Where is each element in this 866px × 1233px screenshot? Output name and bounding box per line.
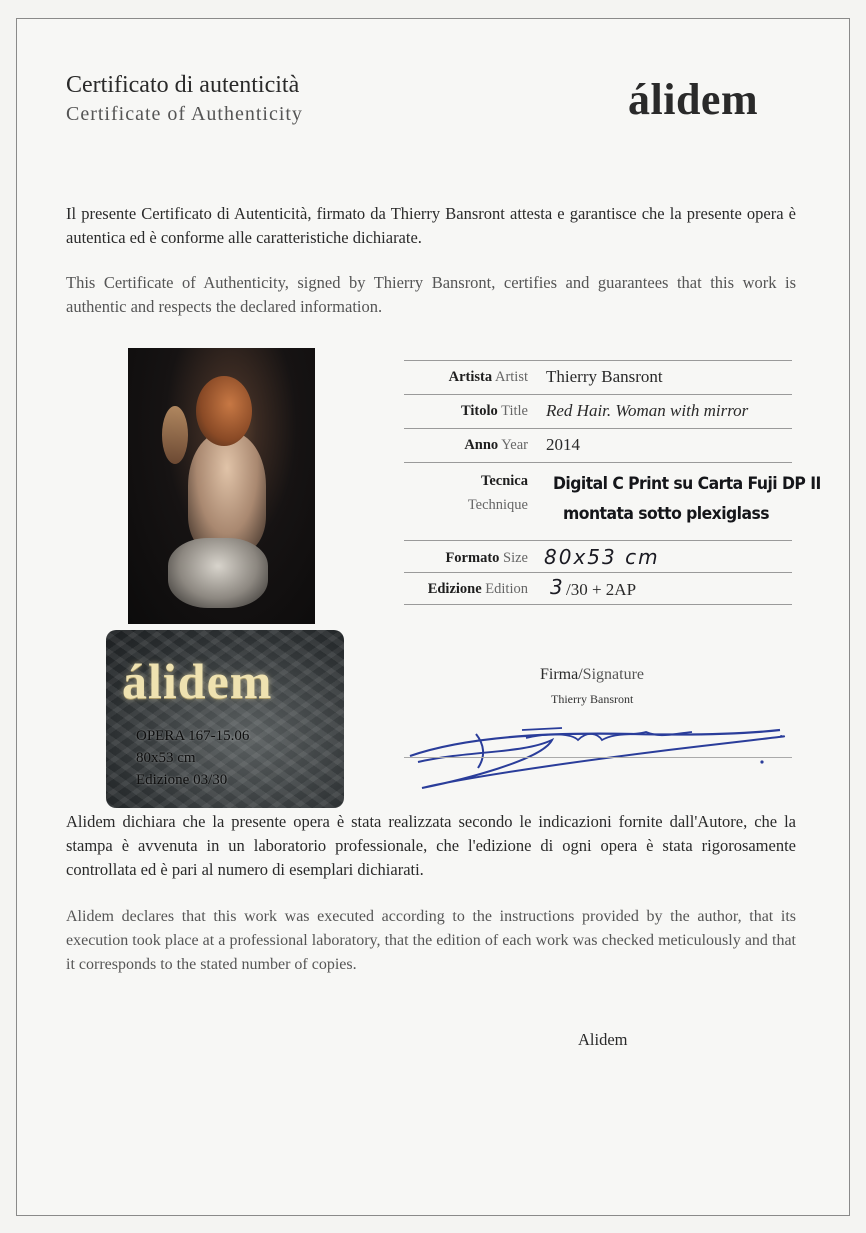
- table-rule: [404, 540, 792, 541]
- year-value: 2014: [546, 435, 580, 454]
- figure-back: [188, 432, 266, 552]
- hologram-edition: Edizione 03/30: [136, 772, 228, 788]
- declaration-italian: Alidem dichiara che la presente opera è stata realizzata secondo le indicazioni fornite dall'Autore, che la stampa è avvenuta in un laboratorio professionale, che l'edizione di ogni opera è stata rigorosamente controllata ed è pari al numero di esemplari dichiarati.: [66, 812, 796, 879]
- size-label: Formato Size: [445, 550, 528, 566]
- table-rule: [404, 462, 792, 463]
- technique-value-line2: montata sotto plexiglass: [563, 504, 769, 524]
- hologram-size: 80x53 cm: [136, 750, 196, 766]
- edition-number: 3: [550, 575, 565, 599]
- technique-label-en: Technique: [467, 497, 528, 513]
- title-italian: Certificato di autenticità: [66, 72, 300, 98]
- table-rule: [404, 604, 792, 605]
- hologram-opera: OPERA 167-15.06: [136, 728, 250, 744]
- technique-value-line1: Digital C Print su Carta Fuji DP II: [553, 474, 821, 494]
- handwritten-signature: [402, 710, 792, 800]
- signature-line: [404, 757, 792, 758]
- figure-drape: [168, 538, 268, 608]
- title-label: Titolo Title: [460, 403, 528, 419]
- signature-label: Firma/Signature: [540, 666, 644, 683]
- intro-italian: Il presente Certificato di Autenticità, firmato da Thierry Bansront attesta e garantisce che la presente opera è autentica ed è conforme alle caratteristiche dichiarate.: [66, 204, 796, 247]
- figure-hair: [196, 376, 252, 446]
- table-rule: [404, 572, 792, 573]
- hologram-seal: [106, 630, 344, 808]
- table-rule: [404, 360, 792, 361]
- year-label: Anno Year: [464, 437, 528, 453]
- table-rule: [404, 394, 792, 395]
- edition-value: /30 + 2AP: [566, 580, 637, 599]
- artwork-photo: [128, 348, 315, 624]
- declaration-english: Alidem declares that this work was executed according to the instructions provided by the author, that its execution took place at a professional laboratory, that the edition of each work was checked meticulously and that it corresponds to the stated number of copies.: [66, 908, 796, 973]
- mirror-reflection: [162, 406, 188, 464]
- title-english: Certificate of Authenticity: [66, 103, 303, 125]
- size-value: 80x53 cm: [544, 545, 660, 569]
- artist-label: Artista Artist: [448, 369, 528, 385]
- hologram-logo: álidem: [122, 653, 273, 709]
- table-rule: [404, 428, 792, 429]
- edition-label: Edizione Edition: [427, 581, 528, 597]
- technique-label-it: Tecnica: [481, 473, 528, 489]
- alidem-logo: álidem: [628, 75, 759, 124]
- alidem-signoff: Alidem: [578, 1030, 628, 1049]
- artist-value: Thierry Bansront: [546, 367, 663, 386]
- intro-english: This Certificate of Authenticity, signed by Thierry Bansront, certifies and guarantees that this work is authentic and respects the declared information.: [66, 273, 796, 316]
- signature-name: Thierry Bansront: [551, 692, 634, 706]
- title-value: Red Hair. Woman with mirror: [546, 401, 749, 420]
